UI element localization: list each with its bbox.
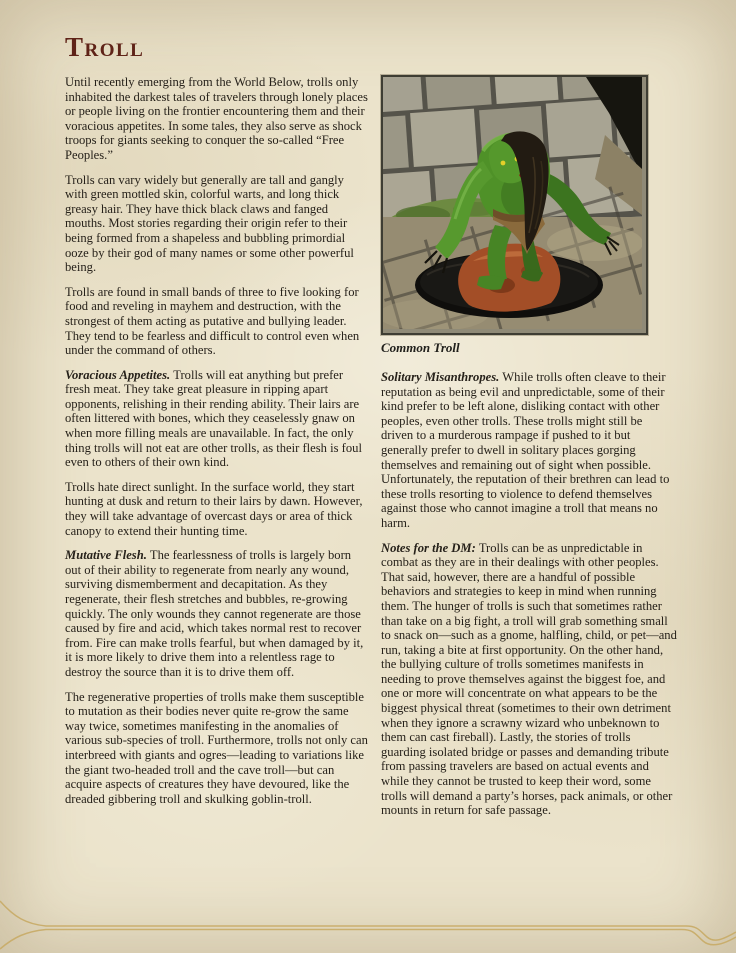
paragraph (65, 690, 369, 807)
paragraph (65, 480, 369, 538)
rust-rock (458, 244, 560, 312)
paragraph (65, 75, 369, 163)
paragraph-text: While trolls often cleave to their reputation as being evil and unpredictable, some of their kind prefer to be left alone, disliking contact with other peoples, even other trolls. These trolls might still be driven to a murderous rampage if pushed to it but generally prefer to dwell in solitary places gorging themselves and remaining out of sight when possible. Unfortunately, the reputation of their brethren can lead to these trolls resorting to violence to defend themselves against those who cannot imagine a troll that means no harm. (381, 370, 670, 530)
paragraph (65, 368, 369, 470)
two-column-layout (0, 75, 736, 828)
left-column (65, 75, 369, 828)
paragraph (381, 370, 677, 531)
footer-flourish (0, 893, 736, 953)
paragraph-lead: Voracious Appetites. (65, 367, 171, 382)
paragraph-lead: Mutative Flesh. (65, 548, 147, 563)
paragraph-text: Until recently emerging from the World Below, trolls only inhabited the darkest tales of travelers through lonely places or people living on the frontier encountering them and their voracious appetites. In some tales, they also serve as shock troops for giants seeking to conquer the so-called “Free Peoples.” (65, 75, 368, 162)
paragraph (65, 548, 369, 679)
paragraph-lead: Notes for the DM: (381, 540, 476, 555)
troll-figure (381, 75, 677, 356)
paragraph (65, 173, 369, 275)
right-column (381, 75, 677, 828)
paragraph-text: The fearlessness of trolls is largely born out of their ability to regenerate from nearly any wound, surviving dismemberment and decapitation. As they regenerate, their flesh stretches and bubbles, re-growing quickly. The only wounds they cannot regenerate are those caused by fire and acid, which takes normal rest to recover from. Fire can make trolls fearful, but when damaged by it, it is more likely to drive them into a relentless rage to destroy the source than it is to drive them off. (65, 548, 364, 679)
paragraph-text: Trolls can be as unpredictable in combat as they are in their dealings with other peoples. That said, however, there are a handful of possible behaviors and strategies to keep in mind when running them. The hunger of trolls is such that sometimes rather than take on a big fight, a troll will grab something small to snack on—such as a gnome, halfling, child, or pet—and run, taking a bite at first opportunity. On the other hand, the bullying culture of trolls sometimes manifests in needing to prove themselves against the biggest foe, and one or more will concentrate on what appears to be the biggest physical threat (sometimes to their own detriment when they ignore a scrawny wizard who unbeknown to them can cast fireball). Lastly, the stories of trolls guarding isolated bridge or passes and demanding tribute from passing travelers are based on actual events and while they cannot be trusted to keep their word, some trolls will demand a party’s horses, pack animals, or other mounts in return for safe passage. (381, 540, 677, 818)
figure-caption: Common Troll (381, 340, 460, 355)
paragraph-text: The regenerative properties of trolls make them susceptible to mutation as their bodies never quite re-grow the same way twice, sometimes manifesting in the anomalies of various sub-species of troll. Furthermore, trolls not only can interbreed with giants and ogres—leading to variations like the giant two-headed troll and the cave troll—but can acquire aspects of creatures they have devoured, like the dreaded gibbering troll and skulking goblin-troll. (65, 689, 368, 806)
paragraph-text: Trolls are found in small bands of three to five looking for food and reveling in mayhem and destruction, with the strongest of them acting as putative and bullying leader. They tend to be fearless and difficult to control even when under the command of others. (65, 284, 360, 358)
paragraph-lead: Solitary Misanthropes. (381, 370, 500, 384)
page-title: Troll (65, 32, 145, 62)
paragraph (65, 285, 369, 358)
paragraph-text: Trolls can vary widely but generally are tall and gangly with green mottled skin, colorful warts, and long thick greasy hair. They have thick black claws and fanged mouths. Most stories regarding their origin refer to their being formed from a shapeless and bubbling primordial ooze by their god of many names or some other powerful being. (65, 172, 354, 275)
paragraph-text: Trolls hate direct sunlight. In the surface world, they start hunting at dusk and return to their lairs by dawn. However, they will take advantage of overcast days or area of thick canopy to extend their hunting time. (65, 479, 363, 538)
paragraph (381, 541, 677, 818)
troll-miniature-photo (381, 75, 648, 335)
paragraph-text: Trolls will eat anything but prefer fresh meat. They take great pleasure in ripping apart opponents, relishing in their rending ability. Their lairs are often littered with bones, which they ceaselessly gnaw on when more filling meals are unavailable. In fact, the only thing trolls will not eat are other trolls, as their flesh is foul even to others of their own kind. (65, 367, 362, 470)
